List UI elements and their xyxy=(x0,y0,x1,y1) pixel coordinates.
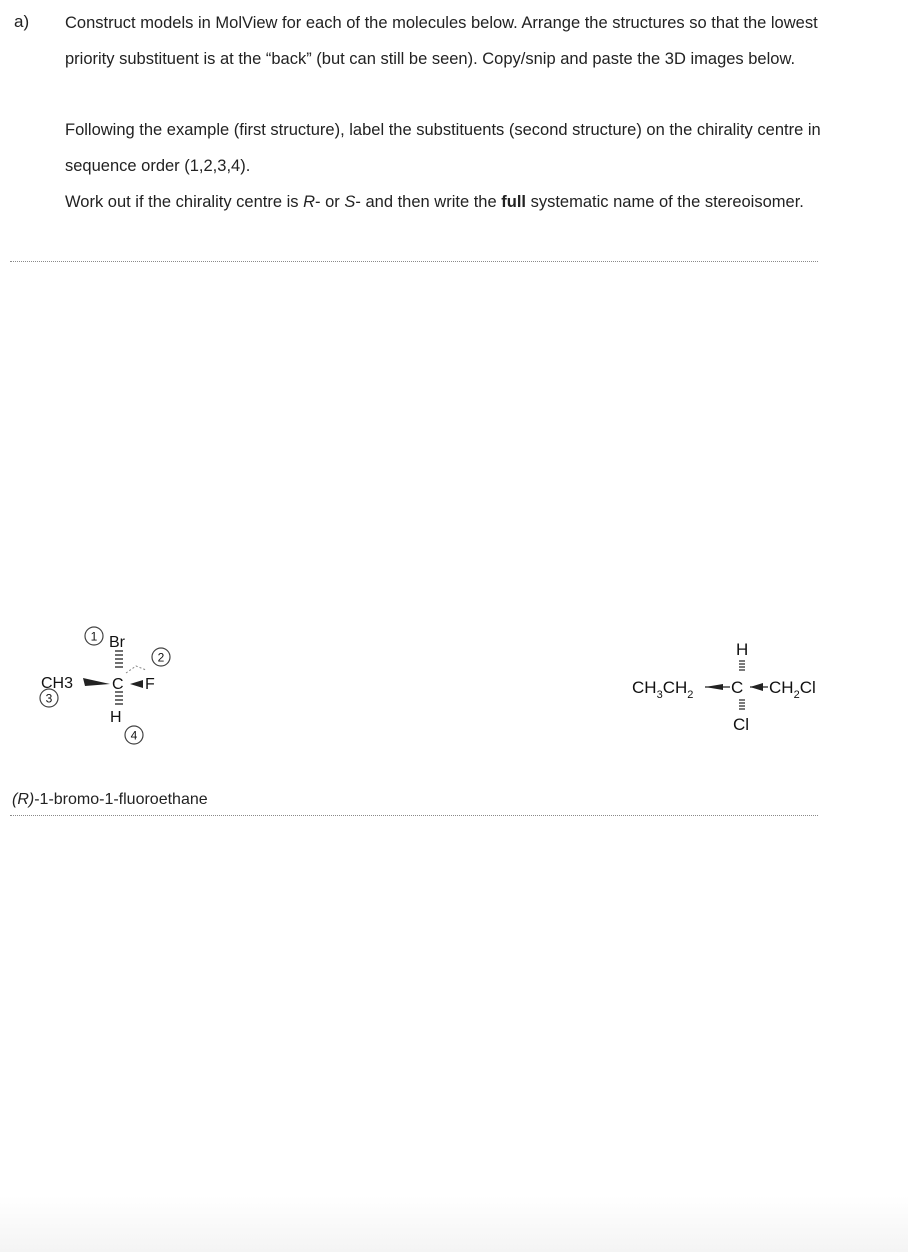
s-italic: S xyxy=(344,193,356,211)
dotted-divider xyxy=(10,261,818,262)
atom-ch3: CH3 xyxy=(41,675,74,692)
instruction-r-or-s xyxy=(65,184,865,220)
atom-h-top: H xyxy=(736,640,749,659)
priority-label-h: 4 xyxy=(130,728,138,743)
priority-label-br: 1 xyxy=(90,629,98,644)
left-subscript-1: 3 xyxy=(656,689,663,701)
left-subscript-2: 2 xyxy=(687,689,694,701)
example-structure xyxy=(30,620,210,750)
compound-name: -1-bromo-1-fluoroethane xyxy=(34,791,208,808)
text-segment: systematic name of the stereoisomer. xyxy=(526,193,804,211)
left-group-b: CH xyxy=(662,678,688,697)
instruction-construct-models: Construct models in MolView for each of the molecules below. Arrange the structures so that the lowest priority substituent is at the “back” (but can still be seen). Copy/snip and paste the 3D images below. xyxy=(65,14,818,68)
bond-to-ch3-wedge xyxy=(83,678,110,686)
atom-cl-bottom: Cl xyxy=(733,715,750,734)
full-bold: full xyxy=(501,193,526,211)
atom-f: F xyxy=(145,676,155,693)
right-substituent xyxy=(769,678,816,701)
right-group-a: CH xyxy=(769,678,794,697)
second-structure xyxy=(620,630,860,740)
left-substituent xyxy=(632,678,693,701)
text-segment: - and then write the xyxy=(355,193,502,211)
text-segment: Work out if the chirality centre is xyxy=(65,193,304,211)
atom-c: C xyxy=(112,676,124,693)
right-subscript: 2 xyxy=(793,689,800,701)
question-label: a) xyxy=(14,12,30,31)
stereo-descriptor: (R) xyxy=(12,791,35,808)
instruction-label-substituents: Following the example (first structure), label the substituents (second structure) on the chirality centre in sequence order (1,2,3,4). xyxy=(65,121,821,175)
left-group-a: CH xyxy=(632,678,657,697)
atom-c: C xyxy=(731,678,744,697)
dotted-divider xyxy=(10,815,818,816)
priority-label-ch3: 3 xyxy=(45,691,53,706)
atom-h: H xyxy=(110,709,122,726)
bond-to-f-wedge xyxy=(130,680,143,688)
page-bottom-shadow xyxy=(0,1196,908,1252)
bond-to-ring2-dashed xyxy=(126,666,146,673)
bond-to-cl-hash xyxy=(739,700,745,709)
right-group-b: Cl xyxy=(799,678,816,697)
text-segment: - or xyxy=(315,193,345,211)
r-italic: R xyxy=(303,193,316,211)
bond-to-h-hash xyxy=(739,661,745,670)
atom-br: Br xyxy=(109,634,125,651)
example-answer xyxy=(12,791,208,809)
bond-to-h-hash xyxy=(115,692,123,704)
bond-to-br-hash xyxy=(115,651,123,667)
priority-label-f: 2 xyxy=(157,650,165,665)
